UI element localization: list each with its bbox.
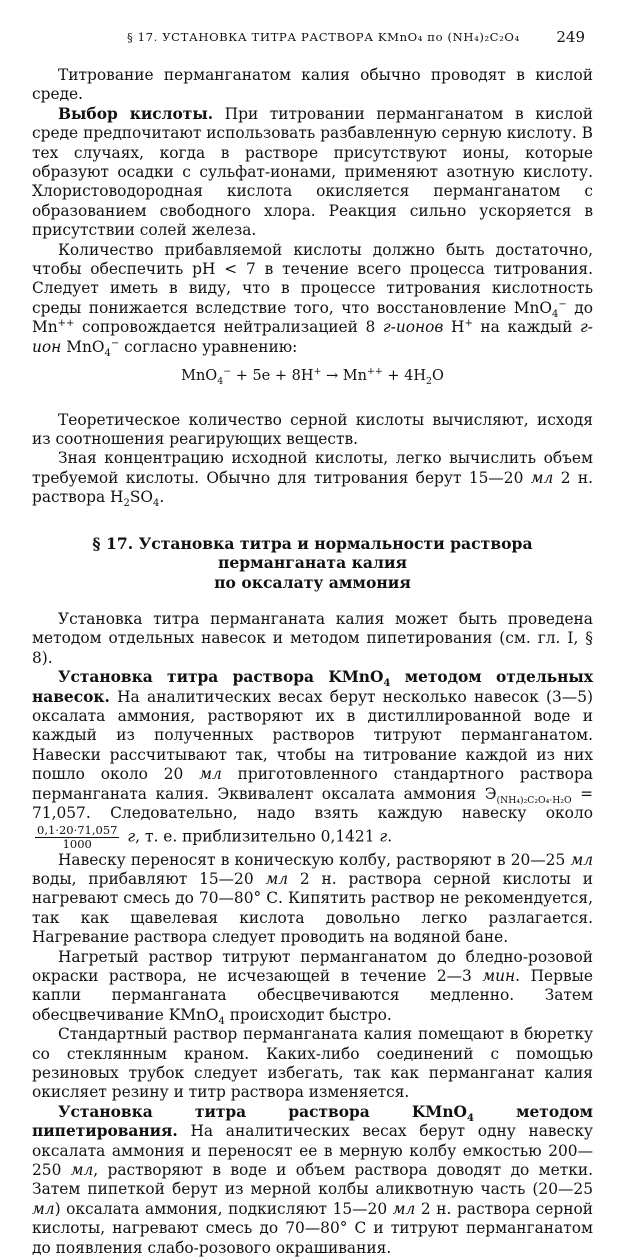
paragraph-methods: Установка титра перманганата калия может быть проведена методом отдельных навесок и методом пипетирования (см. гл. I, § 8).	[32, 610, 593, 667]
equivalent-subscript: (NH₄)₂C₂O₄·H₂O	[496, 794, 572, 806]
paragraph-titration: Нагретый раствор титруют перманганатом до бледно-розовой окраски раствора, не исчезающей в течение 2—3 мин. Первые капли перманганата обесцвечиваются медленно. Затем обесцвечивание KMnO$_4$ происходит быстро.	[32, 947, 593, 1027]
section-heading-line-1: § 17. Установка титра и нормальности раствора перманганата калия	[92, 533, 533, 573]
paragraph-acid-volume: Зная концентрацию исходной кислоты, легко вычислить объем требуемой кислоты. Обычно для титрования берут 15—20 мл 2 н. раствора $H_2SO_4$.	[32, 449, 593, 510]
running-header	[32, 26, 593, 50]
mass-fraction: $\frac{0,1\cdot 20\cdot 71,057}{1000}$	[37, 822, 118, 851]
paragraph-burette: Стандартный раствор перманганата калия помещают в бюретку со стеклянным краном. Каких-либо соединений с помощью резиновых трубок следует избегать, так как перманганат калия окисляет резину и титр раствора изменяется.	[32, 1025, 593, 1102]
paragraph-acid-amount: Количество прибавляемой кислоты должно быть достаточно, чтобы обеспечить pH < 7 в течение всего процесса титрования. Следует иметь в виду, что в процессе титрования кислотность среды понижается вследствие того, что восстановление MnO$_4$− до Mn++ сопровождается нейтрализацией 8 г-ионов H+ на каждый г-ион MnO$_4$− согласно уравнению:	[32, 240, 593, 359]
run-in-heading: Выбор кислоты.	[58, 104, 214, 123]
running-title: § 17. УСТАНОВКА ТИТРА РАСТВОРА KMnO₄ по (NH₄)₂C₂O₄	[127, 30, 520, 44]
paragraph-intro: Титрование перманганатом калия обычно проводят в кислой среде.	[32, 66, 593, 104]
page-number: 249	[556, 28, 585, 46]
run-in-heading: Установка титра раствора KMnO$_4$ методом пипетирования.	[32, 1102, 593, 1141]
section-heading	[44, 534, 581, 593]
paragraph-theoretical: Теоретическое количество серной кислоты вычисляют, исходя из соотношения реагирующих веществ.	[32, 410, 593, 448]
paragraph-dissolving: Навеску переносят в коническую колбу, растворяют в 20—25 мл воды, прибавляют 15—20 мл 2 н. раствора серной кислоты и нагревают смесь до 70—80° С. Кипятить раствор не рекомендуется, так как щавелевая кислота довольно легко разлагается. Нагревание раствора следует проводить на водяной бане.	[32, 850, 593, 947]
run-in-heading: Установка титра раствора KMnO$_4$ методом отдельных навесок.	[32, 668, 593, 706]
section-heading-line-2: по оксалату аммония	[214, 572, 411, 592]
paragraph-separate-weighings: Установка титра раствора KMnO$_4$ методом отдельных навесок. На аналитических весах берут несколько навесок (3—5) оксалата аммония, растворяют их в дистиллированной воде и каждый из полученных растворов титруют перманганатом. Навески рассчитывают так, чтобы на титрование каждой из них пошло около 20 мл приготовленного стандартного раствора перманганата калия. Эквивалент оксалата аммония $Э_{(NH_4)_2C_2O_4\cdot H_2O} = 71,057$. Следовательно, надо взять каждую навеску около $\frac{0,1\cdot 20\cdot 71,057}{1000}$ г, т. е. приблизительно 0,1421 г.	[32, 668, 593, 851]
paragraph-pipetting: Установка титра раствора KMnO$_4$ методом пипетирования. На аналитических весах берут одну навеску оксалата аммония и переносят ее в мерную колбу емкостью 200—250 мл, растворяют в воде и объем раствора доводят до метки. Затем пипеткой берут из мерной колбы аликвотную часть (20—25 мл) оксалата аммония, подкисляют 15—20 мл 2 н. раствора серной кислоты, нагревают смесь до 70—80° С и титруют перманганатом до появления слабо-розового окрашивания.	[32, 1102, 593, 1257]
reaction-equation: $MnO_4^- + 5e + 8H^+ \to Mn^{++} + 4H_2O$	[181, 366, 444, 387]
paragraph-acid-choice: Выбор кислоты. При титровании перманганатом в кислой среде предпочитают использовать разбавленную серную кислоту. В тех случаях, когда в растворе присутствуют ионы, которые образуют осадки с сульфат-ионами, применяют азотную кислоту. Хлористоводородная кислота окисляется перманганатом с образованием свободного хлора. Реакция сильно ускоряется в присутствии солей железа.	[32, 104, 593, 240]
body-text	[32, 66, 593, 1258]
